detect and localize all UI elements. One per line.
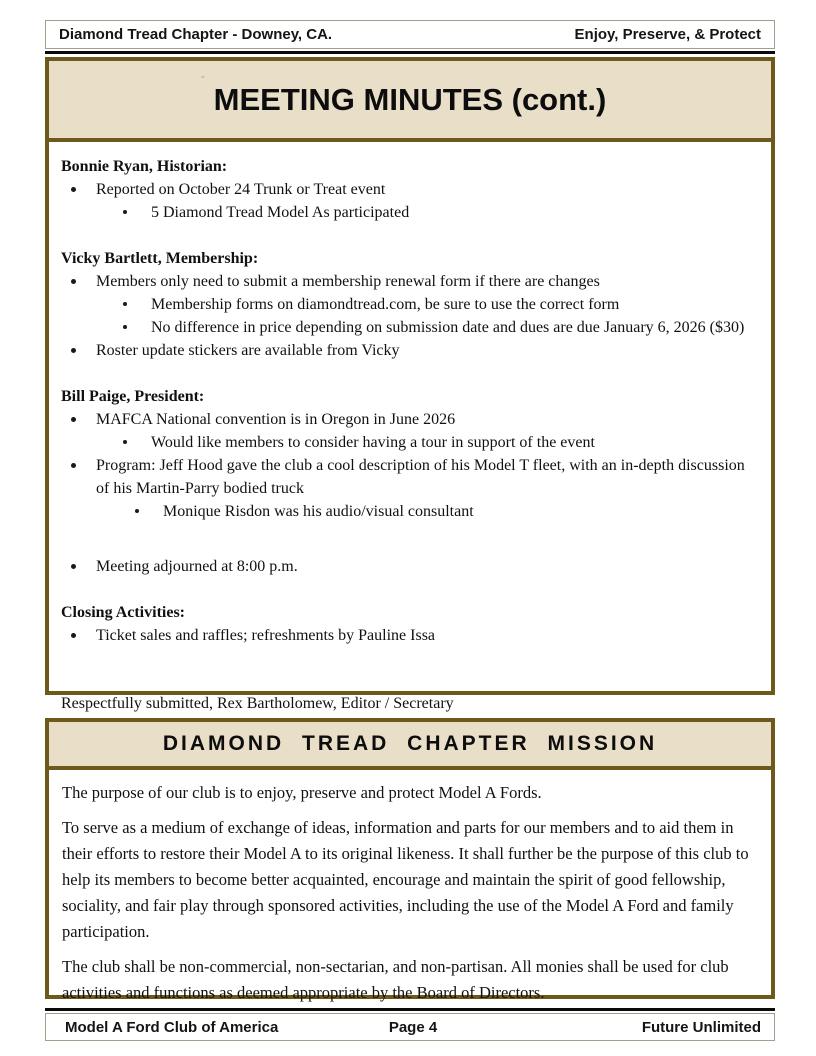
bullet-item [59,408,761,431]
bullet-icon [71,624,96,638]
bullet-item [59,555,761,578]
page-header-left-text: Diamond Tread Chapter - Downey, CA. [59,26,333,43]
bullet-icon [123,431,151,444]
bullet-text: MAFCA National convention is in Oregon in June 2026 [96,411,456,428]
meeting-minutes-title: MEETING MINUTES (cont.) [213,81,607,117]
mission-paragraph: The purpose of our club is to enjoy, preserve and protect Model A Fords. [62,783,542,802]
bullet-icon [135,500,163,513]
bullet-text: Membership forms on diamondtread.com, be sure to use the correct form [151,296,620,313]
bullet-text: Monique Risdon was his audio/visual consultant [163,503,474,520]
bullet-text: Roster update stickers are available from Vicky [96,342,400,359]
bullet-icon [123,201,151,214]
bullet-text: 5 Diamond Tread Model As participated [151,204,410,221]
mission-paragraph: The club shall be non-commercial, non-sectarian, and non-partisan. All monies shall be used for club activities and functions as deemed appropriate by the Board of Directors. [62,957,729,1002]
bullet-item [59,454,761,500]
bullet-icon [71,408,96,422]
sub-bullet-item [59,201,761,224]
bullet-icon [71,454,96,468]
bullet-text: Program: Jeff Hood gave the club a cool description of his Model T fleet, with an in-depth discussion of his Martin-Parry bodied truck [96,457,745,497]
bullet-item [59,270,761,293]
stray-mark: - [201,71,205,83]
section-heading: Bonnie Ryan, Historian: [61,158,228,175]
mission-title-band [49,722,771,770]
section-membership [59,247,761,362]
section-adjournment [59,555,761,578]
section-heading: Bill Paige, President: [61,388,205,405]
header-rule [45,51,775,54]
mission-body [49,770,771,1006]
section-closing-activities [59,601,761,647]
page-header-bar [45,20,775,49]
mission-title: DIAMOND TREAD CHAPTER MISSION [162,732,658,755]
footer-left-text: Model A Ford Club of America [65,1018,279,1036]
respectfully-submitted-line: Respectfully submitted, Rex Bartholomew, Editor / Secretary [61,695,454,712]
bullet-item [59,178,761,201]
bullet-text: Ticket sales and raffles; refreshments by Pauline Issa [96,627,436,644]
section-heading: Vicky Bartlett, Membership: [61,250,259,267]
section-historian [59,155,761,224]
bullet-icon [123,316,151,329]
section-president [59,385,761,523]
bullet-text: Meeting adjourned at 8:00 p.m. [96,558,298,575]
sub-bullet-item [59,431,761,454]
bullet-item [59,624,761,647]
sub-bullet-item [59,316,761,339]
chapter-mission-section [45,718,775,1002]
footer-page-number: Page 4 [388,1018,438,1036]
footer-rule [45,1008,775,1011]
sub-bullet-item [59,500,761,523]
bullet-icon [71,270,96,284]
bullet-text: Members only need to submit a membership renewal form if there are changes [96,273,600,290]
bullet-text: Would like members to consider having a tour in support of the event [151,434,595,451]
bullet-icon [123,293,151,306]
sub-bullet-item [59,293,761,316]
bullet-icon [71,178,96,192]
page-footer-bar [45,1013,775,1041]
meeting-minutes-body [49,142,771,715]
bullet-item [59,339,761,362]
bullet-text: Reported on October 24 Trunk or Treat event [96,181,386,198]
page-header-right-text: Enjoy, Preserve, & Protect [574,26,761,43]
footer-right-text: Future Unlimited [641,1018,761,1036]
mission-paragraph: To serve as a medium of exchange of ideas, information and parts for our members and to aid them in their efforts to restore their Model A to its original likeness. It shall further be the purpose of this club to help its members to become better acquainted, encourage and maintain the spirit of good fellowship, sociality, and fair play through sponsored activities, including the use of the Model A Ford and family participation. [62,818,749,941]
meeting-minutes-title-band [49,61,771,142]
bullet-text: No difference in price depending on submission date and dues are due January 6, 2026 ($30) [151,319,745,336]
bullet-icon [71,339,96,353]
bullet-icon [71,555,96,569]
meeting-minutes-section [45,57,775,712]
section-heading: Closing Activities: [61,604,185,621]
